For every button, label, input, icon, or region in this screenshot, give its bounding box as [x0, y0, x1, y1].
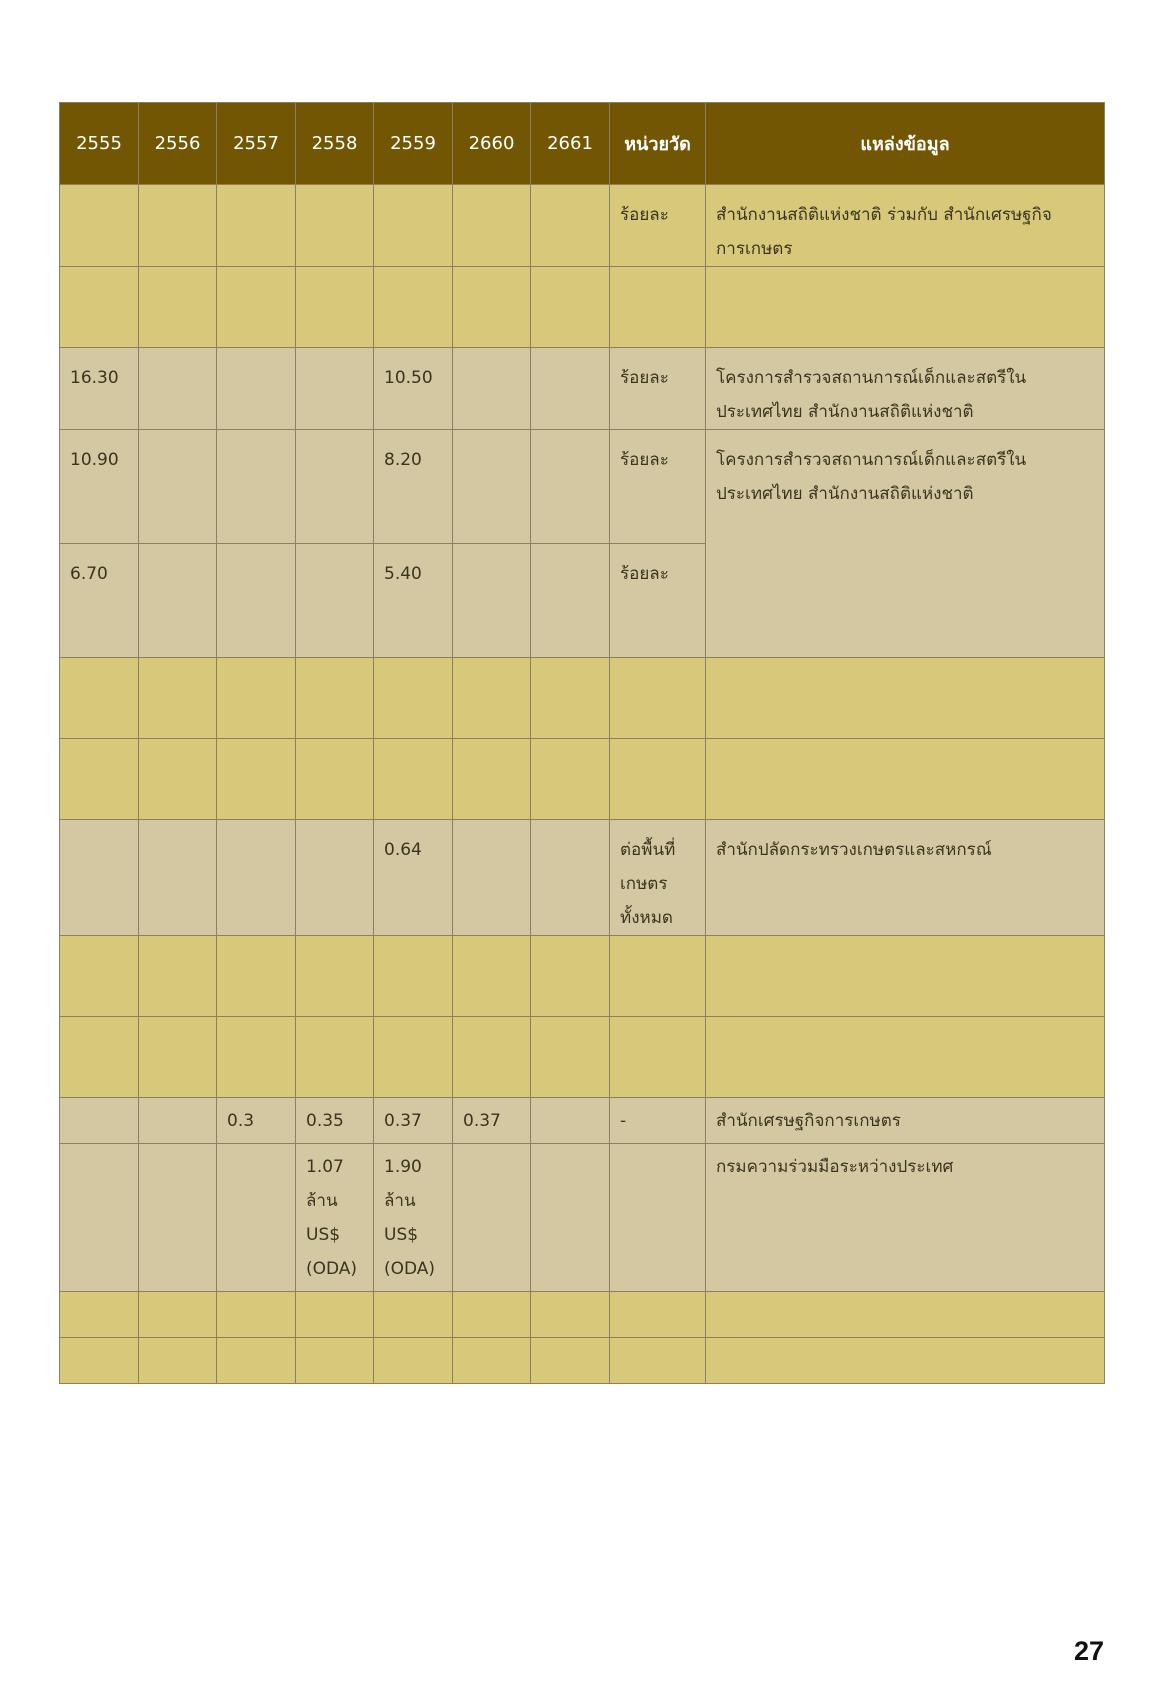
table-cell: [296, 1017, 374, 1098]
table-cell: [531, 820, 610, 936]
table-cell: [139, 1098, 217, 1144]
table-cell: [531, 1292, 610, 1338]
table-row: [60, 267, 1105, 348]
table-cell: 1.07 ล้าน US$ (ODA): [296, 1144, 374, 1292]
column-header: 2661: [531, 103, 610, 185]
table-cell: [296, 739, 374, 820]
table-cell: [531, 739, 610, 820]
table-cell: [60, 739, 139, 820]
source-cell: สำนักงานสถิติแห่งชาติ ร่วมกับ สำนักเศรษฐกิจการเกษตร: [706, 185, 1105, 267]
table-cell: [531, 658, 610, 739]
table-cell: [217, 936, 296, 1017]
table-cell: 5.40: [374, 544, 453, 658]
table-cell: [60, 267, 139, 348]
table-cell: [139, 936, 217, 1017]
table-cell: [531, 1098, 610, 1144]
table-row: [60, 1098, 1105, 1144]
unit-cell: [610, 1017, 706, 1098]
table-cell: [531, 544, 610, 658]
unit-cell: [610, 1338, 706, 1384]
table-cell: [139, 739, 217, 820]
table-cell: [60, 936, 139, 1017]
table-cell: [374, 936, 453, 1017]
table-cell: [531, 1338, 610, 1384]
source-cell: โครงการสำรวจสถานการณ์เด็กและสตรีในประเทศไทย สำนักงานสถิติแห่งชาติ: [706, 348, 1105, 430]
table-cell: [374, 267, 453, 348]
table-cell: [139, 185, 217, 267]
column-header: 2556: [139, 103, 217, 185]
table-cell: 10.90: [60, 430, 139, 544]
table-cell: [453, 544, 531, 658]
table-cell: [453, 348, 531, 430]
table-cell: [374, 739, 453, 820]
table-cell: [217, 1292, 296, 1338]
table-cell: [453, 430, 531, 544]
unit-cell: ร้อยละ: [610, 348, 706, 430]
unit-cell: [610, 658, 706, 739]
table-cell: [531, 1144, 610, 1292]
table-cell: [139, 658, 217, 739]
table-cell: [139, 820, 217, 936]
table-cell: 16.30: [60, 348, 139, 430]
table-row: [60, 1292, 1105, 1338]
unit-cell: ต่อพื้นที่เกษตรทั้งหมด: [610, 820, 706, 936]
table-row: [60, 1144, 1105, 1292]
table-cell: 1.90 ล้าน US$ (ODA): [374, 1144, 453, 1292]
source-cell: [706, 739, 1105, 820]
table-row: [60, 185, 1105, 267]
table-cell: [139, 1292, 217, 1338]
table-cell: [139, 267, 217, 348]
table-cell: 0.64: [374, 820, 453, 936]
table-cell: [531, 936, 610, 1017]
table-cell: [139, 1017, 217, 1098]
table-cell: [217, 739, 296, 820]
table-cell: [296, 1338, 374, 1384]
table-cell: [139, 544, 217, 658]
table-cell: [296, 936, 374, 1017]
table-cell: [296, 348, 374, 430]
table-cell: [60, 1292, 139, 1338]
table-cell: [217, 267, 296, 348]
table-cell: 0.3: [217, 1098, 296, 1144]
table-cell: [60, 1144, 139, 1292]
source-cell: [706, 658, 1105, 739]
source-cell: สำนักเศรษฐกิจการเกษตร: [706, 1098, 1105, 1144]
table-cell: [453, 1144, 531, 1292]
table-cell: [139, 1338, 217, 1384]
table-cell: [531, 1017, 610, 1098]
table-cell: [139, 1144, 217, 1292]
table-cell: [217, 185, 296, 267]
table-cell: [374, 1017, 453, 1098]
table-cell: [60, 1017, 139, 1098]
table-cell: 6.70: [60, 544, 139, 658]
unit-cell: [610, 936, 706, 1017]
source-cell: [706, 1338, 1105, 1384]
table-cell: [60, 820, 139, 936]
unit-cell: ร้อยละ: [610, 185, 706, 267]
table-row: [60, 658, 1105, 739]
table-cell: [139, 348, 217, 430]
table-cell: [139, 430, 217, 544]
unit-cell: [610, 1292, 706, 1338]
unit-cell: [610, 739, 706, 820]
table-cell: [453, 739, 531, 820]
table-cell: [531, 185, 610, 267]
table-cell: [531, 348, 610, 430]
table-cell: [531, 267, 610, 348]
table-row: [60, 820, 1105, 936]
header-row: [60, 103, 1105, 185]
table-cell: [217, 348, 296, 430]
source-cell: [706, 1017, 1105, 1098]
table-cell: [453, 1017, 531, 1098]
column-header: 2559: [374, 103, 453, 185]
table-cell: [217, 658, 296, 739]
table-cell: [374, 185, 453, 267]
table-cell: [217, 1144, 296, 1292]
table-cell: [374, 658, 453, 739]
source-cell: โครงการสำรวจสถานการณ์เด็กและสตรีในประเทศไทย สำนักงานสถิติแห่งชาติ: [706, 430, 1105, 658]
table-cell: 10.50: [374, 348, 453, 430]
table-cell: [296, 267, 374, 348]
table-cell: [217, 544, 296, 658]
table-cell: [453, 1338, 531, 1384]
column-header-unit: หน่วยวัด: [610, 103, 706, 185]
unit-cell: [610, 1144, 706, 1292]
table-row: [60, 1338, 1105, 1384]
unit-cell: ร้อยละ: [610, 430, 706, 544]
table-cell: [217, 1017, 296, 1098]
column-header: 2557: [217, 103, 296, 185]
source-cell: สำนักปลัดกระทรวงเกษตรและสหกรณ์: [706, 820, 1105, 936]
table-cell: [296, 430, 374, 544]
table-cell: [60, 658, 139, 739]
table-cell: [60, 1098, 139, 1144]
table-cell: [60, 1338, 139, 1384]
table-cell: 0.35: [296, 1098, 374, 1144]
unit-cell: [610, 267, 706, 348]
table-cell: 8.20: [374, 430, 453, 544]
table-cell: [453, 658, 531, 739]
table-cell: [217, 430, 296, 544]
source-cell: [706, 267, 1105, 348]
indicator-table: [59, 102, 1105, 1384]
unit-cell: ร้อยละ: [610, 544, 706, 658]
page-number: 27: [1073, 1636, 1104, 1666]
source-cell: [706, 1292, 1105, 1338]
table-cell: [296, 820, 374, 936]
table-cell: [296, 1292, 374, 1338]
table-cell: 0.37: [453, 1098, 531, 1144]
column-header-source: แหล่งข้อมูล: [706, 103, 1105, 185]
table-cell: 0.37: [374, 1098, 453, 1144]
table-row: [60, 1017, 1105, 1098]
column-header: 2558: [296, 103, 374, 185]
unit-cell: -: [610, 1098, 706, 1144]
table-cell: [531, 430, 610, 544]
source-cell: กรมความร่วมมือระหว่างประเทศ: [706, 1144, 1105, 1292]
table-cell: [453, 1292, 531, 1338]
table-row: [60, 348, 1105, 430]
table-row: [60, 739, 1105, 820]
column-header: 2660: [453, 103, 531, 185]
table-cell: [374, 1338, 453, 1384]
table-cell: [453, 267, 531, 348]
table-cell: [296, 185, 374, 267]
table-cell: [453, 185, 531, 267]
table-cell: [217, 1338, 296, 1384]
table-cell: [296, 658, 374, 739]
table-cell: [374, 1292, 453, 1338]
source-cell: [706, 936, 1105, 1017]
table-cell: [217, 820, 296, 936]
table-cell: [453, 936, 531, 1017]
table-cell: [453, 820, 531, 936]
table-cell: [296, 544, 374, 658]
table-row: [60, 430, 1105, 544]
table-row: [60, 936, 1105, 1017]
table-cell: [60, 185, 139, 267]
column-header: 2555: [60, 103, 139, 185]
